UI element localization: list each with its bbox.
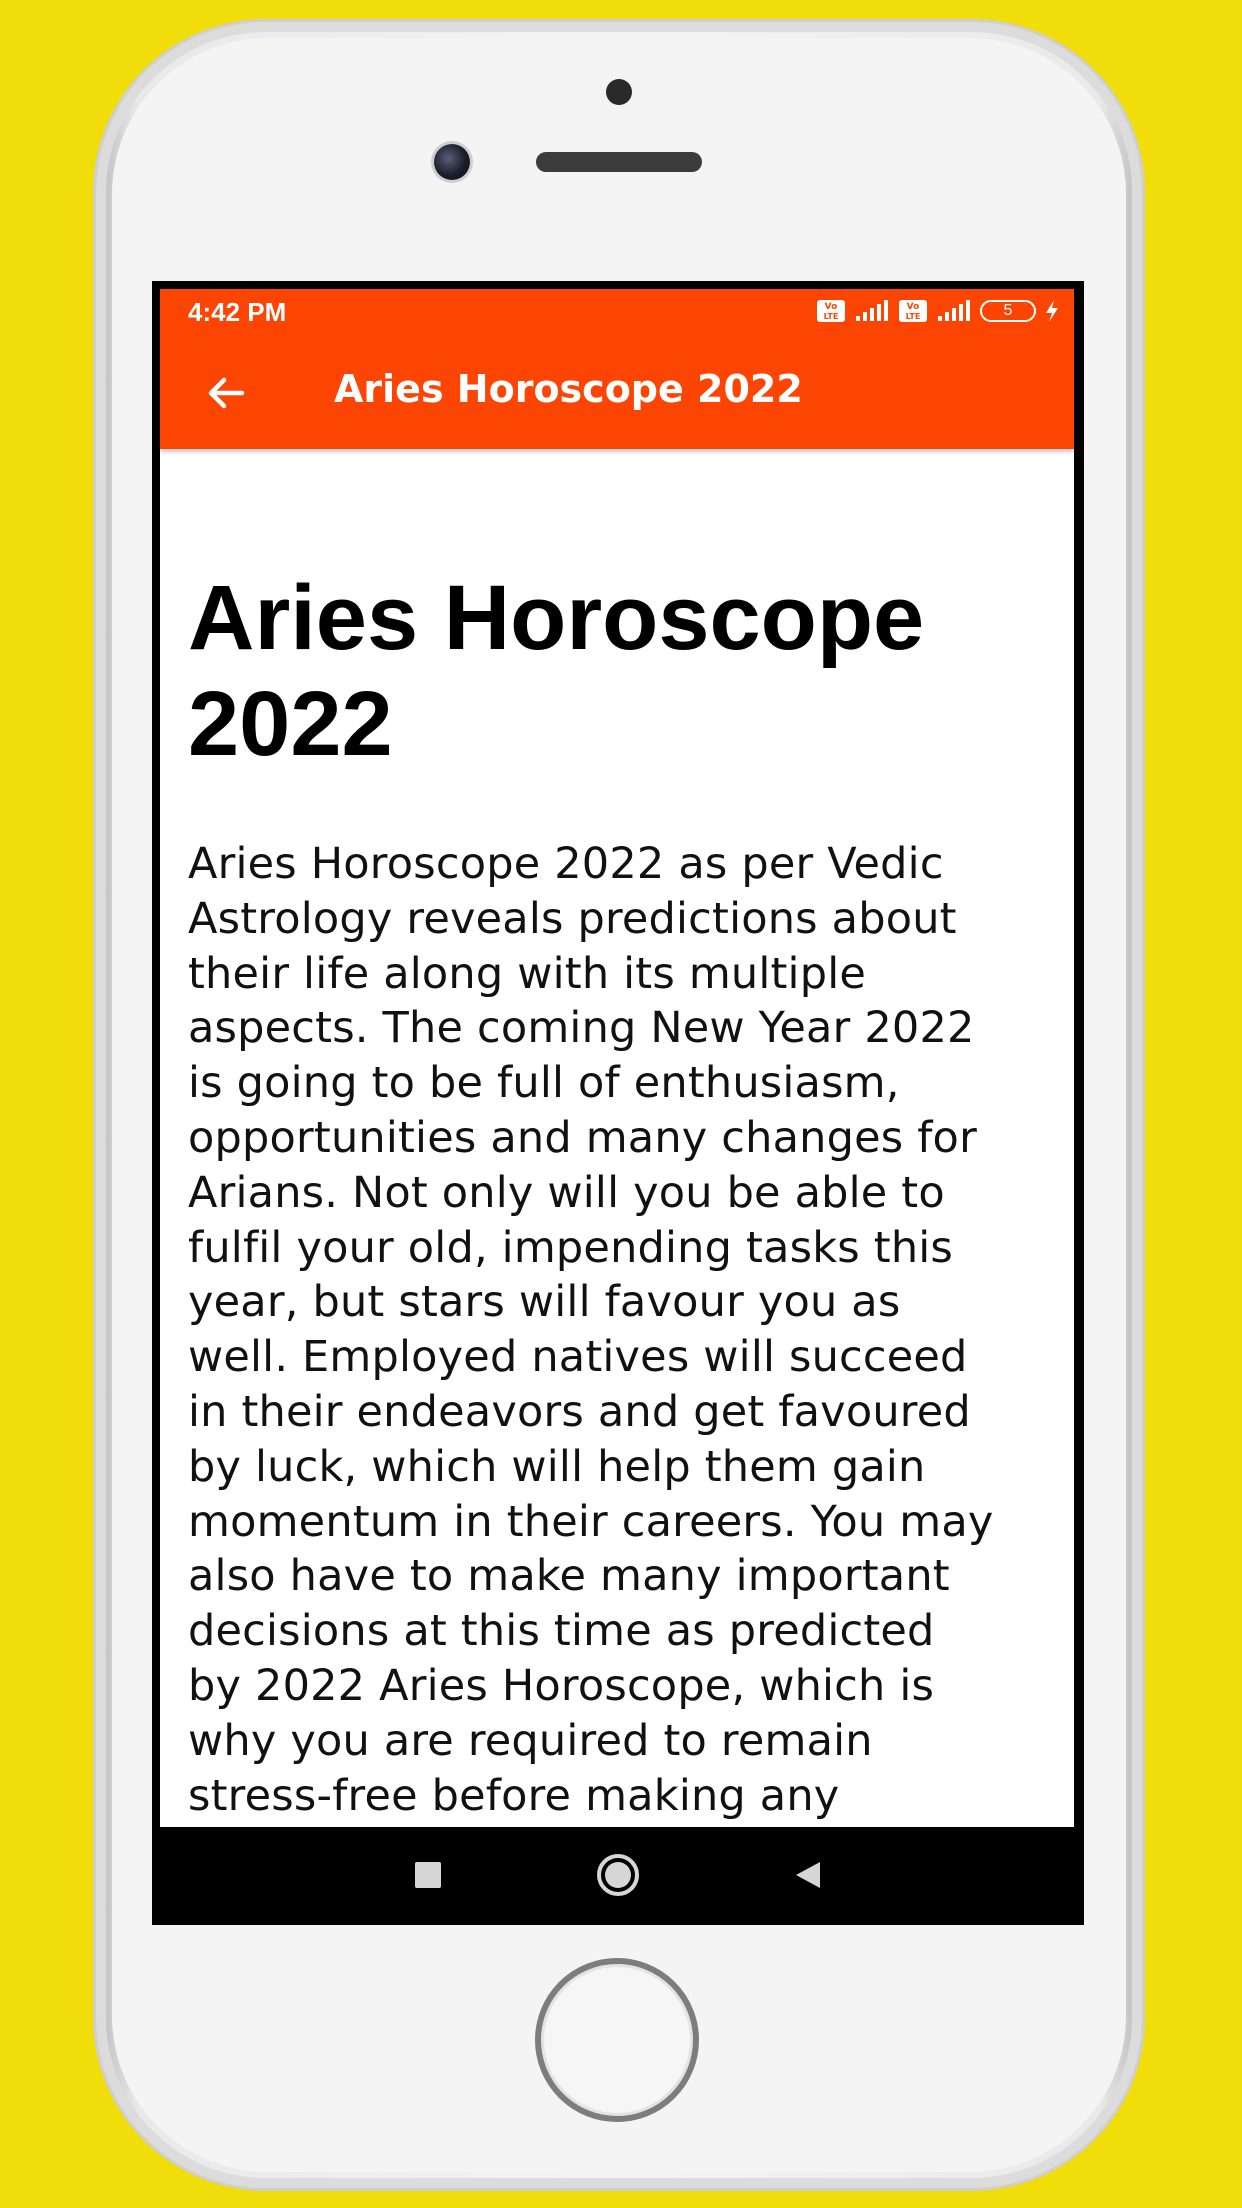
svg-text:LTE: LTE [823,312,839,321]
nav-home-button[interactable] [592,1849,644,1901]
app-screen [152,281,1084,1925]
battery-level: 5 [1003,302,1013,319]
battery-icon [980,300,1036,322]
article-body-line: Aries Horoscope 2022 as per Vedic [188,839,944,889]
article-body-line: fulfil your old, impending tasks this [188,1222,954,1273]
triangle-back-icon [793,1860,823,1890]
hardware-home-button[interactable] [535,1958,699,2122]
article-heading-line: 2022 [188,673,393,775]
article-body-line: well. Employed natives will succeed [188,1332,968,1383]
circle-icon [595,1852,641,1898]
status-bar [160,289,1074,337]
svg-text:Vo: Vo [906,302,920,312]
charging-bolt-icon [1044,299,1060,323]
article-body-line: by luck, which will help them gain [188,1441,926,1492]
status-time: 4:42 PM [188,297,287,327]
article-body-line: year, but stars will favour you as [188,1277,901,1328]
article-body-line: why you are required to remain [188,1715,873,1766]
article-body-line: aspects. The coming New Year 2022 [188,1003,975,1054]
square-icon [413,1860,443,1890]
article-body [188,837,1074,1823]
proximity-sensor [606,79,632,105]
article-heading-line: Aries Horoscope [188,567,925,669]
article-body-line: also have to make many important [188,1551,950,1602]
article-body-line: is going to be full of enthusiasm, [188,1058,900,1109]
arrow-left-icon [204,371,248,415]
system-nav-bar [152,1827,1084,1925]
article-body-line: Astrology reveals predictions about [188,893,957,944]
article-body-line: momentum in their careers. You may [188,1496,994,1547]
app-toolbar [160,337,1074,449]
article-body-line: stress-free before making any [188,1770,840,1821]
front-camera [434,144,470,180]
earpiece-speaker [536,152,702,172]
volte-sim1-icon [816,299,846,323]
nav-back-button[interactable] [782,1849,834,1901]
status-icons [816,299,1060,323]
nav-recents-button[interactable] [402,1849,454,1901]
article-body-line: by 2022 Aries Horoscope, which is [188,1660,935,1711]
article-body-line: Arians. Not only will you be able to [188,1167,945,1218]
article-content[interactable] [160,449,1074,1827]
volte-sim2-icon [898,299,928,323]
article-body-line: opportunities and many changes for [188,1112,977,1163]
article-body-line: in their endeavors and get favoured [188,1386,971,1437]
svg-text:Vo: Vo [824,302,838,312]
signal-sim1-icon [854,299,890,323]
article-heading [188,565,1058,777]
toolbar-title: Aries Horoscope 2022 [334,367,803,411]
article-body-line: decisions at this time as predicted [188,1606,935,1657]
back-button[interactable] [194,361,258,425]
svg-text:LTE: LTE [905,312,921,321]
signal-sim2-icon [936,299,972,323]
article-body-line: their life along with its multiple [188,948,867,999]
